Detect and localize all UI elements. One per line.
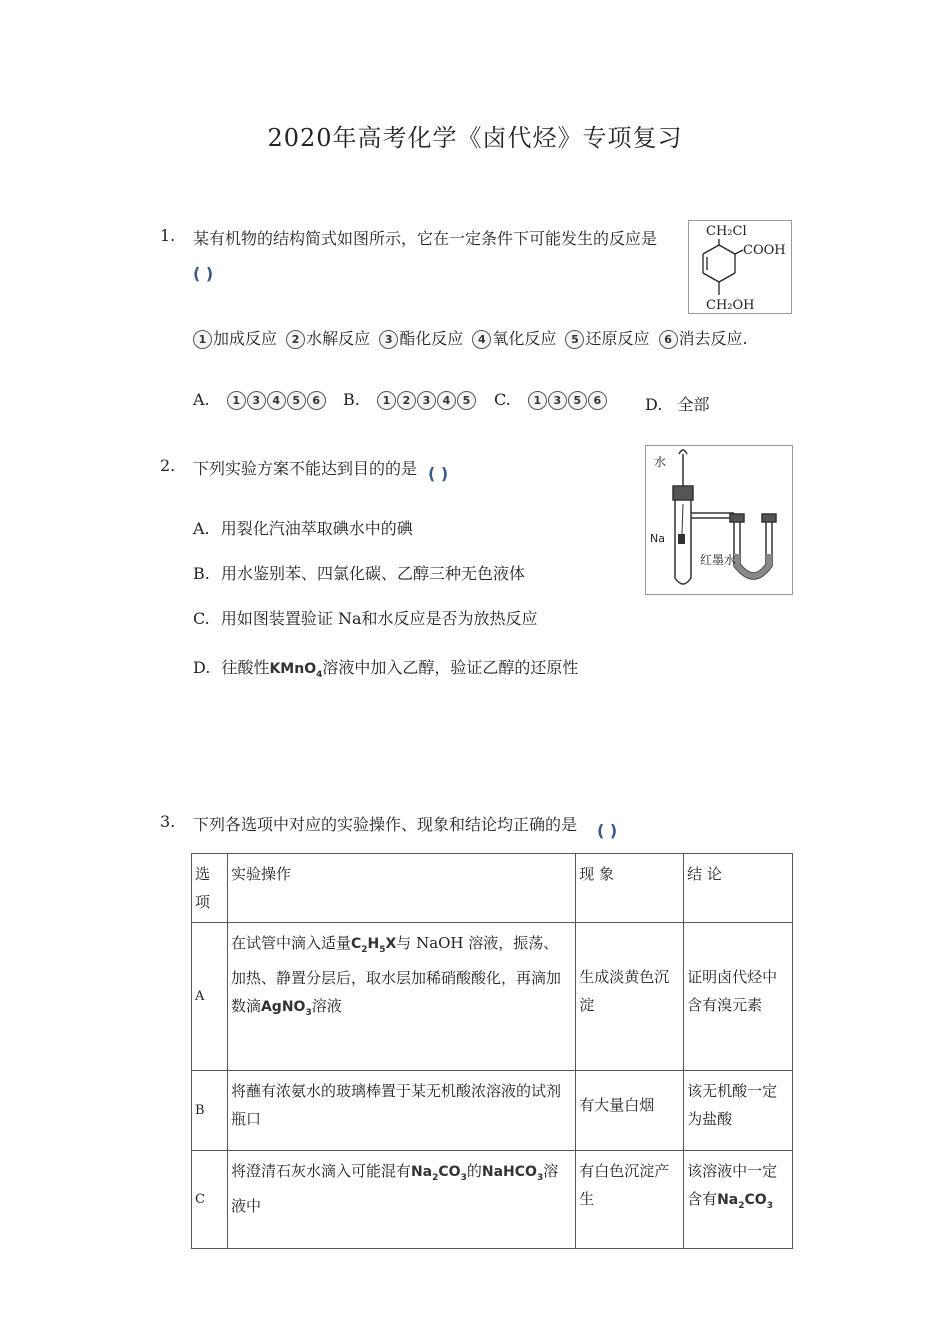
q2-answer-blank: ( ) <box>428 464 449 483</box>
row-label: B <box>192 1071 228 1151</box>
table-cell-operation: 将蘸有浓氨水的玻璃棒置于某无机酸浓溶液的试剂瓶口 <box>227 1071 575 1151</box>
option-letter: C. <box>494 390 511 409</box>
option-text: 溶液中加入乙醇，验证乙醇的还原性 <box>322 658 579 677</box>
circled-number-icon: 3 <box>417 391 436 410</box>
q1-reaction-5 <box>565 326 649 349</box>
table-cell-operation: 将澄清石灰水滴入可能混有$Na_2CO_3$的NaHCO$_3$溶液中 <box>227 1151 575 1249</box>
table-cell-conclusion: 证明卤代烃中含有溴元素 <box>684 923 793 1071</box>
option-text: 用水鉴别苯、四氯化碳、乙醇三种无色液体 <box>220 564 525 583</box>
circled-number-icon: 4 <box>267 391 286 410</box>
circled-number-icon: 3 <box>548 391 567 410</box>
table-row <box>192 1151 793 1249</box>
circled-number-icon: 5 <box>565 330 584 349</box>
circled-number-icon: 5 <box>568 391 587 410</box>
q1-structure-figure <box>688 220 792 314</box>
q1-reaction-1 <box>193 326 277 349</box>
table-header-cell: 选项 <box>192 854 228 923</box>
option-letter: B. <box>343 390 360 409</box>
table-cell-conclusion: 该无机酸一定为盐酸 <box>684 1071 793 1151</box>
table-cell-conclusion: 该溶液中一定含有$Na_2CO_3$ <box>684 1151 793 1249</box>
row-label: A <box>192 923 228 1071</box>
q3-answer-blank: ( ) <box>597 821 618 840</box>
q2-na-label: Na <box>650 532 665 545</box>
circled-number-icon: 5 <box>287 391 306 410</box>
q1-reaction-label: 水解反应 <box>306 329 371 348</box>
q2-option-b <box>193 561 525 584</box>
table-cell-operation: 在试管中滴入适量$C_2H_5X$与 NaOH 溶液，振荡、加热、静置分层后，取水层加稀硝酸酸化，再滴加数滴AgNO$_3$溶液 <box>227 923 575 1071</box>
circled-number-icon: 6 <box>588 391 607 410</box>
q1-structure-bottom-label: CH₂OH <box>706 298 755 313</box>
formula-na2co3: $Na_2CO_3$ <box>717 1192 773 1211</box>
option-text: 用如图装置验证 Na和水反应是否为放热反应 <box>220 609 538 628</box>
q1-reaction-2 <box>286 326 370 349</box>
table-header-cell: 现 象 <box>576 854 684 923</box>
table-cell-phenomenon: 生成淡黄色沉淀 <box>576 923 684 1071</box>
q1-reaction-label: 氧化反应 <box>492 329 557 348</box>
q1-reaction-3 <box>379 326 463 349</box>
circled-number-icon: 5 <box>457 391 476 410</box>
formula-kmno4: KMnO$_4$ <box>269 661 323 680</box>
circled-number-icon: 3 <box>247 391 266 410</box>
q1-reaction-list <box>193 326 752 349</box>
q2-text: 下列实验方案不能达到目的的是 <box>193 459 418 478</box>
table-header-cell: 实验操作 <box>227 854 575 923</box>
row-label: C <box>192 1151 228 1249</box>
q1-option-c <box>494 390 608 410</box>
table-row <box>192 923 793 1071</box>
formula-na2co3: $Na_2CO_3$ <box>410 1164 467 1183</box>
circled-number-icon: 6 <box>307 391 326 410</box>
option-letter: A. <box>193 390 210 409</box>
q2-option-c <box>193 606 538 629</box>
q1-reaction-4 <box>472 326 556 349</box>
q1-text: 某有机物的结构简式如图所示，它在一定条件下可能发生的反应是 <box>193 229 658 248</box>
q1-answer-blank: ( ) <box>193 264 214 283</box>
circled-number-icon: 2 <box>397 391 416 410</box>
q1-reaction-label: 还原反应 <box>585 329 650 348</box>
table-cell-phenomenon: 有白色沉淀产生 <box>576 1151 684 1249</box>
option-text: 用裂化汽油萃取碘水中的碘 <box>220 519 413 538</box>
q1-structure-top-label: CH₂Cl <box>706 224 747 239</box>
circled-number-icon: 6 <box>659 330 678 349</box>
q2-option-a <box>193 516 413 539</box>
q1-number: 1. <box>160 226 176 245</box>
q2-number: 2. <box>160 456 176 475</box>
circled-number-icon: 1 <box>377 391 396 410</box>
circled-number-icon: 4 <box>472 330 491 349</box>
q1-option-b <box>343 390 477 410</box>
q1-reaction-label: 加成反应 <box>213 329 278 348</box>
table-header-cell: 结 论 <box>684 854 793 923</box>
page-title: 2020年高考化学《卤代烃》专项复习 <box>267 124 683 152</box>
q1-structure-right-label: COOH <box>743 243 786 258</box>
circled-number-icon: 3 <box>379 330 398 349</box>
q2-apparatus-figure <box>645 445 793 595</box>
table-header-row <box>192 854 793 923</box>
formula-nahco3: NaHCO$_3$ <box>481 1164 544 1183</box>
q2-ink-label: 红墨水 <box>700 553 737 567</box>
table-cell-phenomenon: 有大量白烟 <box>576 1071 684 1151</box>
q3-number: 3. <box>160 812 176 831</box>
circled-number-icon: 2 <box>286 330 305 349</box>
option-letter: D. <box>193 658 211 677</box>
q1-option-a <box>193 390 327 410</box>
q1-option-d <box>645 392 709 415</box>
option-letter: B. <box>193 564 210 583</box>
circled-number-icon: 1 <box>528 391 547 410</box>
circled-number-icon: 4 <box>437 391 456 410</box>
q1-reaction-label: 消去反应. <box>678 329 748 348</box>
option-letter: A. <box>193 519 210 538</box>
table-row <box>192 1071 793 1151</box>
option-text: 往酸性 <box>221 658 270 677</box>
q3-text: 下列各选项中对应的实验操作、现象和结论均正确的是 <box>193 815 578 834</box>
q3-table <box>191 853 793 1249</box>
q1-ring-bonds <box>703 239 743 295</box>
q2-water-label: 水 <box>654 455 667 469</box>
formula-agno3: AgNO$_3$ <box>260 998 312 1018</box>
q1-reaction-6 <box>659 326 748 349</box>
circled-number-icon: 1 <box>227 391 246 410</box>
formula-c2h5x: $C_2H_5X$ <box>350 936 397 955</box>
option-letter: D. <box>645 395 663 414</box>
option-text: 全部 <box>677 395 710 414</box>
circled-number-icon: 1 <box>193 330 212 349</box>
option-letter: C. <box>193 609 210 628</box>
q2-option-d <box>193 655 578 680</box>
q1-reaction-label: 酯化反应 <box>399 329 464 348</box>
